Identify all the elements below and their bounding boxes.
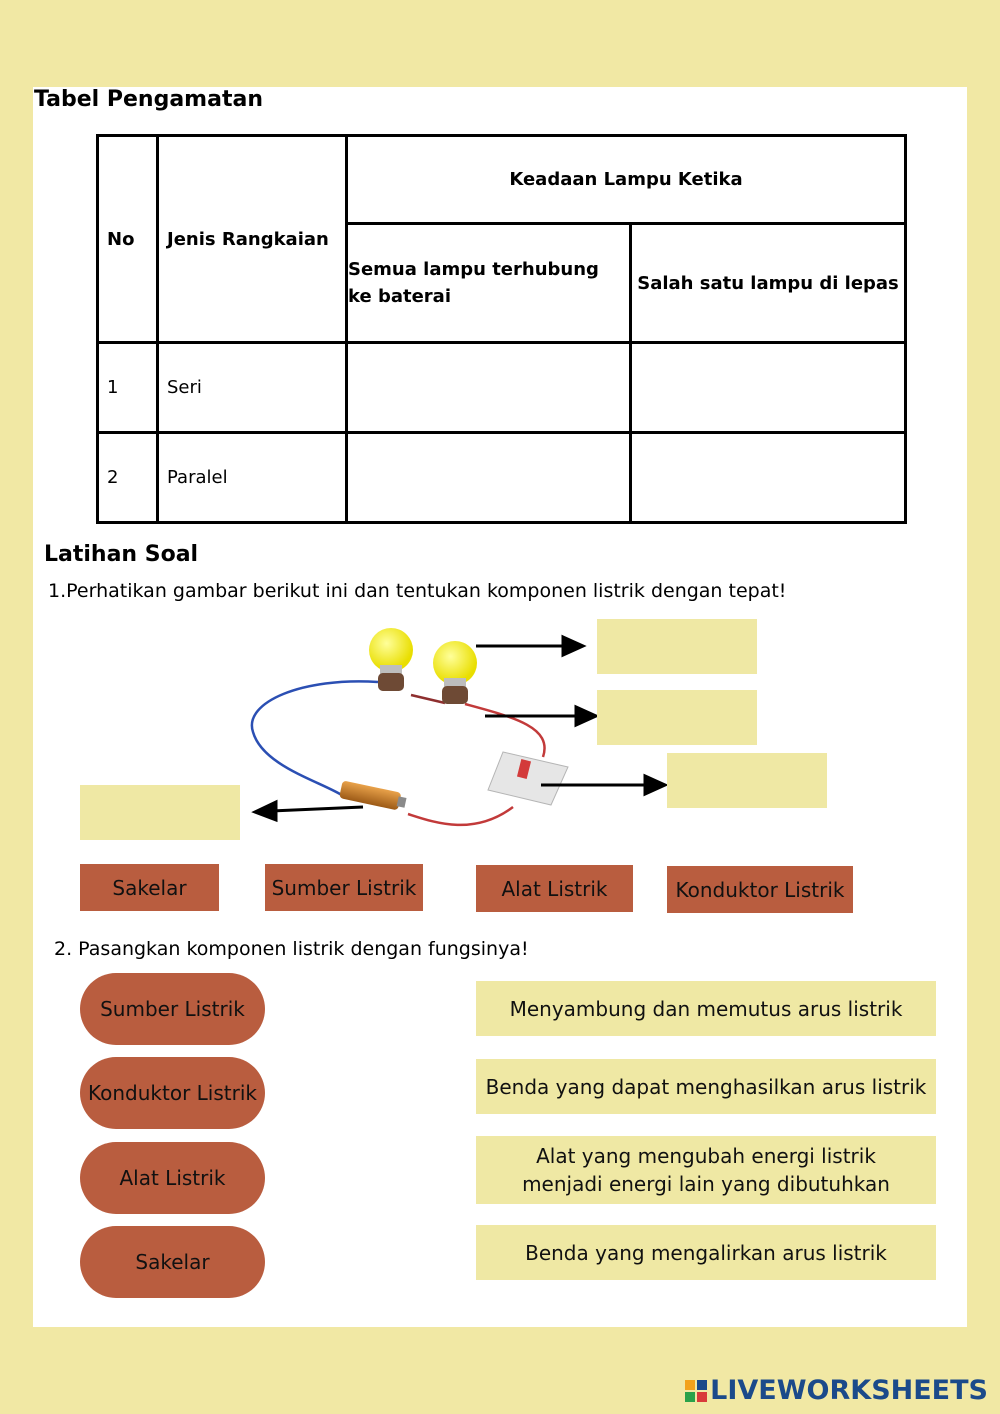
- answer-cell[interactable]: [631, 433, 906, 523]
- answer-cell[interactable]: [347, 433, 631, 523]
- answer-box-switch[interactable]: [667, 753, 827, 808]
- question-1-text: Perhatikan gambar berikut ini dan tentukan komponen listrik dengan tepat!: [66, 580, 787, 602]
- option-sumber-listrik[interactable]: Sumber Listrik: [265, 864, 423, 911]
- question-2-text: 2. Pasangkan komponen listrik dengan fungsinya!: [54, 938, 529, 960]
- liveworksheets-logo: [684, 1375, 988, 1406]
- component-konduktor-listrik[interactable]: Konduktor Listrik: [80, 1057, 265, 1129]
- component-alat-listrik[interactable]: Alat Listrik: [80, 1142, 265, 1214]
- quiz-title: Latihan Soal: [44, 542, 199, 567]
- component-sumber-listrik[interactable]: Sumber Listrik: [80, 973, 265, 1045]
- function-mengubah-energi[interactable]: Alat yang mengubah energi listrik menjadi energi lain yang dibutuhkan: [476, 1136, 936, 1204]
- header-no: No: [98, 136, 158, 343]
- question-1-number: 1.: [48, 580, 67, 602]
- blue-wire: [252, 681, 378, 797]
- row-jenis: Paralel: [158, 433, 347, 523]
- header-salah-satu-lampu: Salah satu lampu di lepas: [631, 224, 906, 343]
- question-1: [48, 580, 786, 602]
- header-semua-lampu: Semua lampu terhubung ke baterai: [347, 224, 631, 343]
- logo-text: LIVEWORKSHEETS: [710, 1375, 988, 1406]
- answer-box-battery[interactable]: [80, 785, 240, 840]
- row-no: 1: [98, 343, 158, 433]
- row-jenis: Seri: [158, 343, 347, 433]
- red-wire-upper: [465, 704, 545, 757]
- option-sakelar[interactable]: Sakelar: [80, 864, 219, 911]
- answer-cell[interactable]: [631, 343, 906, 433]
- red-wire-lower: [408, 807, 513, 825]
- table-title: Tabel Pengamatan: [34, 87, 263, 112]
- answer-box-lamp[interactable]: [597, 619, 757, 674]
- option-alat-listrik[interactable]: Alat Listrik: [476, 865, 633, 912]
- switch: [488, 752, 568, 805]
- observation-table: [96, 134, 907, 524]
- table-row: [98, 343, 906, 433]
- function-mengalirkan-arus[interactable]: Benda yang mengalirkan arus listrik: [476, 1225, 936, 1280]
- answer-box-wire[interactable]: [597, 690, 757, 745]
- function-menyambung-memutus[interactable]: Menyambung dan memutus arus listrik: [476, 981, 936, 1036]
- table-row: [98, 433, 906, 523]
- option-konduktor-listrik[interactable]: Konduktor Listrik: [667, 866, 853, 913]
- row-no: 2: [98, 433, 158, 523]
- answer-cell[interactable]: [347, 343, 631, 433]
- component-sakelar[interactable]: Sakelar: [80, 1226, 265, 1298]
- worksheet-page: [33, 87, 967, 1327]
- liveworksheets-logo-icon: [684, 1379, 708, 1403]
- lamp-2: [433, 641, 477, 704]
- header-jenis-rangkaian: Jenis Rangkaian: [158, 136, 347, 343]
- header-keadaan-lampu: Keadaan Lampu Ketika: [347, 136, 906, 224]
- function-menghasilkan-arus[interactable]: Benda yang dapat menghasilkan arus listrik: [476, 1059, 936, 1114]
- wire-between-lamps: [411, 695, 445, 703]
